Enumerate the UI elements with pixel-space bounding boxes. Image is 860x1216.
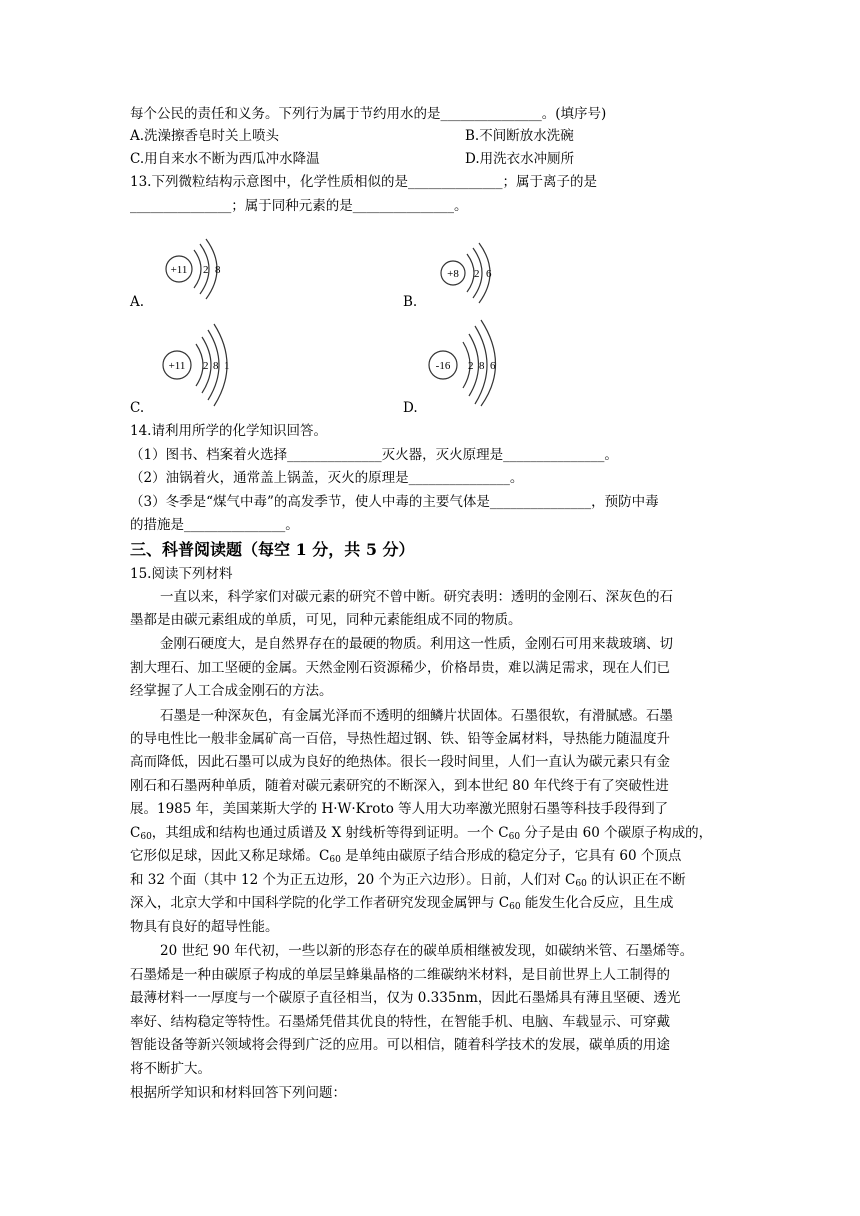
- atom-a-shell-1: 2: [203, 264, 209, 276]
- atom-diagram-c: [140, 318, 270, 408]
- atom-c-label: C.: [130, 400, 145, 416]
- question-prompt: 根据所学知识和材料回答下列问题：: [130, 1085, 346, 1101]
- reading-line: 刚石和石墨两种单质，随着对碳元素研究的不断深入，到本世纪 80 年代终于有了突破性进: [130, 778, 669, 794]
- atom-diagram-d: [415, 312, 545, 407]
- q12-option-d: D.用洗衣水冲厕所: [465, 151, 575, 167]
- atom-d-shell-2: 8: [479, 360, 485, 372]
- q12-option-b: B.不间断放水洗碗: [465, 128, 574, 144]
- q14-part2: （2）油锅着火，通常盖上锅盖，灭火的原理是_______________。: [130, 470, 524, 486]
- reading-line: 它形似足球，因此又称足球烯。$C_{60}$ 是单纯由碳原子结合形成的稳定分子，它具有 60 个顶点: [130, 848, 682, 865]
- atom-c-nucleus: +11: [168, 360, 186, 372]
- atom-d-shell-3: 6: [490, 360, 496, 372]
- atom-a-shell-2: 8: [215, 264, 221, 276]
- reading-line: 的导电性比一般非金属矿高一百倍，导热性超过钢、铁、铅等金属材料，导热能力随温度升: [130, 731, 670, 747]
- q12-option-c: C.用自来水不断为西瓜冲水降温: [130, 151, 320, 167]
- atom-c-shell-3: 1: [224, 360, 230, 372]
- reading-line: 经掌握了人工合成金刚石的方法。: [130, 683, 333, 699]
- reading-line: 高而降低，因此石墨可以成为良好的绝热体。很长一段时间里，人们一直认为碳元素只有金: [130, 754, 670, 770]
- reading-line: 一直以来，科学家们对碳元素的研究不曾中断。研究表明：透明的金刚石、深灰色的石: [160, 589, 673, 605]
- atom-b-nucleus: +8: [447, 268, 459, 280]
- atom-b-label: B.: [403, 294, 418, 310]
- q15-intro: 15.阅读下列材料: [130, 566, 233, 582]
- reading-line: 割大理石、加工坚硬的金属。天然金刚石资源稀少，价格昂贵，难以满足需求，现在人们已: [130, 660, 670, 676]
- reading-line: 最薄材料一一厚度与一个碳原子直径相当，仅为 0.335nm，因此石墨烯具有薄且坚硬、透光: [130, 990, 681, 1006]
- q14-part3-line1: （3）冬季是“煤气中毒”的高发季节，使人中毒的主要气体是_______________，预防中毒: [130, 494, 659, 510]
- atom-d-nucleus: -16: [435, 360, 451, 372]
- atom-diagram-b: [405, 236, 525, 316]
- reading-line: 和 32 个面（其中 12 个为正五边形，20 个为正六边形）。日前，人们对 $C_{60}$ 的认识正在不断: [130, 872, 686, 889]
- q14-part3-line2: 的措施是_______________。: [130, 517, 299, 533]
- reading-line: 率好、结构稳定等特性。石墨烯凭借其优良的特性，在智能手机、电脑、车载显示、可穿戴: [130, 1014, 670, 1030]
- atom-b-shell-1: 2: [474, 268, 480, 280]
- atom-b-shell-2: 6: [486, 268, 492, 280]
- reading-line: 智能设备等新兴领域将会得到广泛的应用。可以相信，随着科学技术的发展，碳单质的用途: [130, 1037, 670, 1053]
- reading-line: 墨都是由碳元素组成的单质，可见，同种元素能组成不同的物质。: [130, 612, 522, 628]
- reading-line: 石墨烯是一种由碳原子构成的单层呈蜂巢晶格的二维碳纳米材料，是目前世界上人工制得的: [130, 967, 670, 983]
- section-3-title: 三、科普阅读题（每空 1 分，共 5 分）: [130, 540, 415, 559]
- reading-line: 物具有良好的超导性能。: [130, 919, 279, 935]
- reading-line: 深入，北京大学和中国科学院的化学工作者研究发现金属钾与 $C_{60}$ 能发生化合反应，且生成: [130, 895, 674, 912]
- atom-c-shell-1: 2: [203, 360, 209, 372]
- reading-line: 石墨是一种深灰色，有金属光泽而不透明的细鳞片状固体。石墨很软，有滑腻感。石墨: [160, 708, 673, 724]
- q12-option-a: A.洗澡擦香皂时关上喷头: [130, 128, 280, 144]
- atom-d-shell-1: 2: [468, 360, 474, 372]
- reading-line: 金刚石硬度大，是自然界存在的最硬的物质。利用这一性质，金刚石可用来裁玻璃、切: [160, 636, 673, 652]
- q12-stem: 每个公民的责任和义务。下列行为属于节约用水的是_______________。(填序号): [130, 106, 607, 122]
- q13-stem-line2: _______________；属于同种元素的是_______________。: [130, 198, 468, 214]
- reading-line: 将不断扩大。: [130, 1061, 211, 1077]
- atom-a-nucleus: +11: [170, 264, 188, 276]
- atom-c-shell-2: 8: [213, 360, 219, 372]
- atom-diagram-a: [130, 236, 250, 316]
- q14-part1: （1）图书、档案着火选择______________灭火器，灭火原理是_______________。: [130, 447, 618, 463]
- atom-d-label: D.: [403, 400, 418, 416]
- reading-line: 20 世纪 90 年代初，一些以新的形态存在的碳单质相继被发现，如碳纳米管、石墨烯等。: [160, 943, 694, 959]
- q13-stem-line1: 13.下列微粒结构示意图中，化学性质相似的是______________；属于离子的是: [130, 174, 597, 190]
- reading-line: $C_{60}$，其组成和结构也通过质谱及 X 射线析等得到证明。一个 $C_{60}$ 分子是由 60 个碳原子构成的，: [130, 825, 713, 842]
- q14-intro: 14.请利用所学的化学知识回答。: [130, 423, 327, 439]
- atom-a-label: A.: [130, 294, 145, 310]
- reading-line: 展。1985 年，美国莱斯大学的 H·W·Kroto 等人用大功率激光照射石墨等科技手段得到了: [130, 801, 669, 817]
